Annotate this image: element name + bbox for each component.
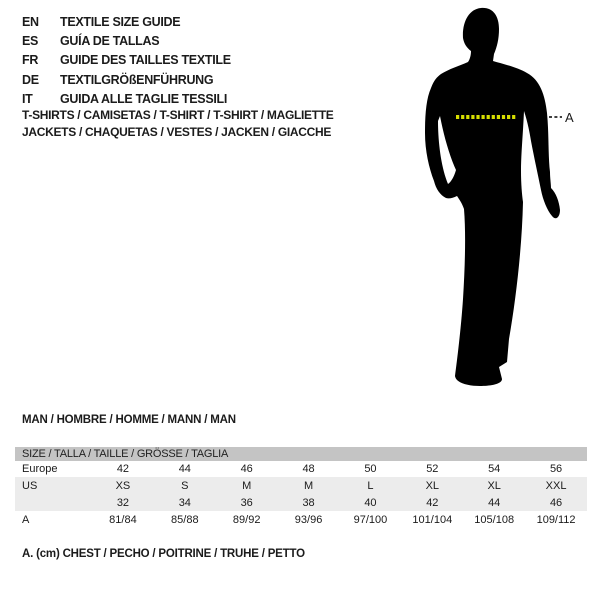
size-cell: 54: [488, 463, 501, 475]
size-table-header: SIZE / TALLA / TAILLE / GRÖSSE / TAGLIA: [15, 447, 587, 461]
size-cell: 46: [549, 496, 563, 509]
size-cell: 32: [116, 496, 130, 509]
language-label: TEXTILE SIZE GUIDE: [60, 14, 181, 29]
size-cell: 93/96: [294, 513, 323, 526]
language-list: [22, 12, 231, 109]
language-row: [22, 70, 231, 89]
row-label: US: [22, 479, 38, 492]
size-cell: 34: [178, 496, 191, 509]
section-title-man: MAN / HOMBRE / HOMME / MANN / MAN: [22, 414, 236, 426]
size-cell: 105/108: [474, 513, 515, 526]
size-cell: 81/84: [109, 513, 137, 526]
garment-line-tshirts: T-SHIRTS / CAMISETAS / T-SHIRT / T-SHIRT / MAGLIETTE: [22, 108, 334, 122]
size-cell: 50: [364, 463, 377, 475]
size-cell: XXL: [545, 479, 567, 492]
size-cell: 44: [178, 463, 191, 475]
size-cell: 101/104: [412, 513, 453, 526]
language-code: EN: [22, 14, 39, 29]
size-cell: 38: [302, 496, 315, 509]
table-row: [15, 511, 587, 528]
size-cell: 42: [116, 463, 130, 475]
garment-line-jackets: JACKETS / CHAQUETAS / VESTES / JACKEN / GIACCHE: [22, 125, 332, 140]
size-cell: M: [303, 479, 314, 492]
size-cell: 109/112: [536, 513, 576, 526]
size-cell: M: [242, 479, 252, 492]
garment-types: [22, 107, 334, 142]
table-row: [15, 461, 587, 477]
size-cell: 44: [488, 496, 501, 509]
size-cell: 85/88: [171, 513, 199, 526]
size-cell: XL: [487, 479, 501, 492]
size-cell: 97/100: [353, 513, 388, 526]
size-cell: 56: [549, 463, 563, 475]
size-cell: 52: [426, 463, 439, 475]
language-row: [22, 31, 231, 50]
measurement-footnote: A. (cm) CHEST / PECHO / POITRINE / TRUHE / PETTO: [22, 548, 305, 560]
language-code: FR: [22, 53, 39, 68]
size-cell: S: [181, 479, 189, 492]
language-row: [22, 51, 231, 70]
size-cell: 48: [302, 463, 315, 475]
language-code: DE: [22, 72, 39, 87]
man-silhouette-icon: [410, 0, 600, 400]
measurement-label-a: A: [565, 110, 574, 125]
language-code: IT: [22, 92, 33, 107]
size-cell: XL: [425, 479, 440, 492]
table-row: [15, 494, 587, 511]
language-label: GUÍA DE TALLAS: [60, 34, 160, 49]
row-label: A: [22, 513, 30, 526]
language-code: ES: [22, 34, 39, 49]
language-row: [22, 12, 231, 31]
size-cell: 40: [364, 496, 377, 509]
size-cell: L: [367, 479, 374, 492]
size-cell: 46: [240, 463, 253, 475]
language-label: GUIDE DES TAILLES TEXTILE: [60, 53, 231, 68]
size-table-rows: [15, 461, 587, 528]
size-cell: XS: [115, 479, 131, 492]
size-cell: 42: [426, 496, 439, 509]
man-silhouette-figure: [410, 0, 600, 400]
size-cell: 89/92: [232, 513, 261, 526]
language-label: TEXTILGRÖßENFÜHRUNG: [60, 72, 214, 87]
man-silhouette-body: [425, 8, 560, 386]
size-cell: 36: [240, 496, 253, 509]
table-row: [15, 477, 587, 494]
row-label: Europe: [22, 463, 58, 475]
language-label: GUIDA ALLE TAGLIE TESSILI: [60, 92, 228, 107]
size-table: [15, 447, 587, 528]
